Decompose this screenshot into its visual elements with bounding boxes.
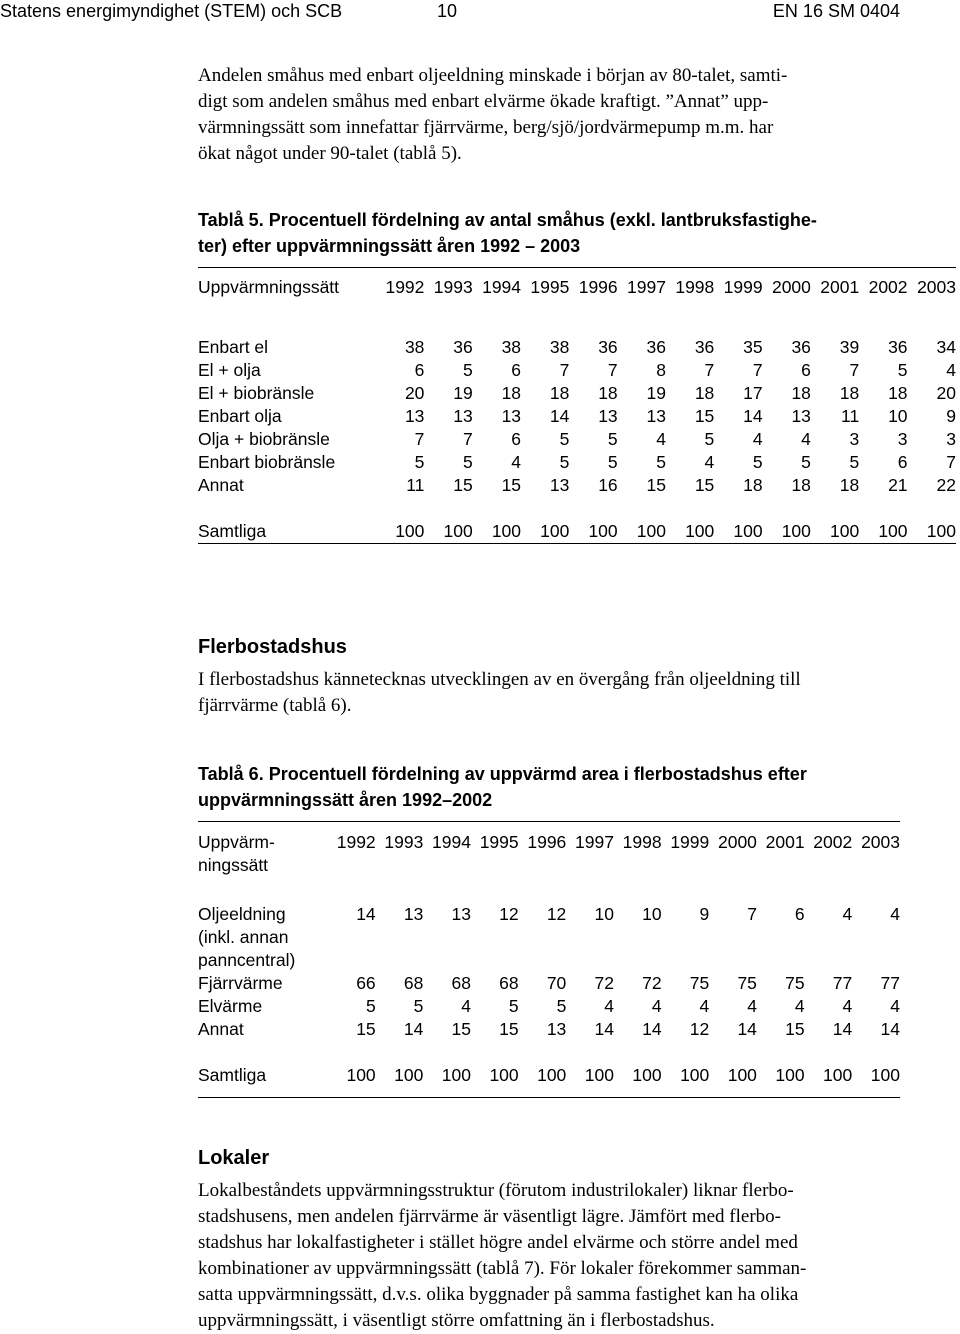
paragraph-line: Lokalbeståndets uppvärmningsstruktur (förutom industrilokaler) liknar flerbo- — [198, 1180, 794, 1201]
table-cell: 35 — [743, 337, 763, 357]
row-label: Samtliga — [198, 521, 267, 541]
table-cell: 66 — [356, 973, 376, 993]
table-cell: 5 — [556, 996, 567, 1016]
header-publisher: Statens energimyndighet (STEM) och SCB — [0, 1, 343, 21]
year-header: 2003 — [917, 277, 956, 297]
table-cell: 75 — [737, 973, 757, 993]
table-cell: 5 — [801, 452, 811, 472]
table-cell: 36 — [646, 337, 666, 357]
table-cell: 13 — [549, 475, 570, 495]
table-cell: 100 — [926, 521, 956, 541]
table6-caption — [198, 761, 807, 813]
table-cell: 18 — [791, 475, 811, 495]
table-cell: 14 — [880, 1019, 900, 1039]
table-cell: 7 — [607, 360, 618, 380]
year-header: 1999 — [670, 832, 710, 852]
row-label — [198, 972, 328, 995]
table-cell: 4 — [842, 904, 853, 924]
table-row — [198, 475, 956, 498]
table-cell: 100 — [588, 521, 618, 541]
table-cell: 7 — [414, 429, 425, 449]
year-header: 1992 — [336, 832, 376, 852]
row-label: Olja + biobränsle — [198, 429, 330, 449]
table-cell: 14 — [832, 1019, 853, 1039]
paragraph-line: stadshusens, men andelen fjärrvärme är väsentligt lägre. Jämfört med flerbo- — [198, 1206, 781, 1227]
table-cell: 14 — [549, 406, 570, 426]
table-cell: 15 — [646, 475, 666, 495]
table-cell: 14 — [594, 1019, 614, 1039]
table-cell: 18 — [598, 383, 618, 403]
table-cell: 15 — [694, 406, 715, 426]
table-cell: 4 — [656, 429, 666, 449]
table-cell: 17 — [743, 383, 763, 403]
year-header: 1998 — [622, 832, 662, 852]
table-cell: 5 — [413, 996, 424, 1016]
paragraph-line: I flerbostadshus kännetecknas utvecklingen av en övergång från oljeeldning till — [198, 669, 801, 690]
year-header: 1995 — [530, 277, 570, 297]
table-cell: 6 — [511, 360, 522, 380]
paragraph-line: satta uppvärmningssätt, d.v.s. olika byggnader på samma fastighet kan ha olika — [198, 1284, 799, 1305]
table-cell: 14 — [642, 1019, 662, 1039]
table-cell: 36 — [888, 337, 908, 357]
row-label — [198, 903, 328, 972]
total-row — [198, 521, 956, 544]
table6-top-rule — [198, 821, 900, 822]
table-cell: 5 — [849, 452, 860, 472]
year-header: 1994 — [482, 277, 522, 297]
table-cell: 34 — [936, 337, 956, 357]
row-label-line: Oljeeldning — [198, 904, 286, 924]
table-cell: 72 — [642, 973, 662, 993]
table-cell: 7 — [752, 360, 763, 380]
table-cell: 100 — [727, 1065, 757, 1085]
table-cell: 13 — [598, 406, 618, 426]
table-cell: 4 — [946, 360, 956, 380]
table-row — [198, 337, 956, 360]
table-cell: 100 — [823, 1065, 853, 1085]
table-cell: 4 — [461, 996, 471, 1016]
caption-line: uppvärmningssätt åren 1992–2002 — [198, 790, 493, 810]
year-header: 2003 — [861, 832, 900, 852]
table-row — [198, 903, 900, 972]
table-cell: 18 — [743, 475, 763, 495]
table-cell: 18 — [549, 383, 570, 403]
table-cell: 100 — [685, 521, 715, 541]
row-label-line: Annat — [198, 1019, 244, 1039]
table-cell: 12 — [546, 904, 567, 924]
table-row — [198, 995, 900, 1018]
header-series-code: EN 16 SM 0404 — [772, 1, 900, 21]
year-header: 1997 — [627, 277, 666, 297]
table-cell: 72 — [594, 973, 614, 993]
table-cell: 5 — [607, 429, 618, 449]
table-cell: 7 — [704, 360, 715, 380]
table-cell: 13 — [646, 406, 666, 426]
table-cell: 13 — [501, 406, 522, 426]
table-cell: 7 — [559, 360, 570, 380]
table-cell: 14 — [737, 1019, 757, 1039]
paragraph-line: uppvärmningssätt, i väsentligt större omfattning än i flerbostadshus. — [198, 1310, 715, 1331]
table-header-row — [198, 831, 900, 877]
column-header-line: Uppvärm- — [198, 832, 275, 852]
table-cell: 100 — [537, 1065, 567, 1085]
table-cell: 8 — [656, 360, 666, 380]
table-cell: 4 — [699, 996, 710, 1016]
table-cell: 22 — [936, 475, 956, 495]
table-cell: 100 — [680, 1065, 710, 1085]
table-cell: 21 — [888, 475, 908, 495]
table-cell: 5 — [656, 452, 666, 472]
table-cell: 38 — [549, 337, 570, 357]
table-cell: 4 — [704, 452, 715, 472]
paragraph-line: ökat något under 90-talet (tablå 5). — [198, 143, 462, 164]
row-label-line: Elvärme — [198, 996, 263, 1016]
table-row — [198, 972, 900, 995]
table-cell: 4 — [511, 452, 522, 472]
year-header: 1995 — [479, 832, 519, 852]
table-cell: 15 — [499, 1019, 519, 1039]
row-label: Enbart el — [198, 337, 269, 357]
table-cell: 18 — [694, 383, 715, 403]
row-label: El + biobränsle — [198, 383, 315, 403]
table-cell: 100 — [636, 521, 666, 541]
table-cell: 5 — [559, 429, 570, 449]
table-cell: 100 — [443, 521, 473, 541]
table-cell: 100 — [394, 1065, 424, 1085]
table5 — [198, 277, 956, 544]
table-cell: 4 — [752, 429, 763, 449]
table-cell: 68 — [451, 973, 471, 993]
table-cell: 20 — [404, 383, 425, 403]
table-cell: 7 — [946, 452, 956, 472]
year-header: 2001 — [820, 277, 860, 297]
table-cell: 4 — [604, 996, 614, 1016]
row-label-line: panncentral) — [198, 950, 296, 970]
paragraph-line: fjärrvärme (tablå 6). — [198, 695, 352, 716]
section-heading-lokaler: Lokaler — [198, 1147, 270, 1169]
table-row — [198, 360, 956, 383]
page-number: 10 — [437, 1, 458, 21]
table-cell: 77 — [880, 973, 900, 993]
year-header: 2000 — [717, 832, 757, 852]
table-cell: 70 — [546, 973, 567, 993]
table-cell: 19 — [646, 383, 666, 403]
table-cell: 5 — [752, 452, 763, 472]
table-cell: 13 — [404, 406, 425, 426]
table-row — [198, 429, 956, 452]
year-header: 1996 — [527, 832, 567, 852]
table-cell: 3 — [849, 429, 860, 449]
year-header: 1999 — [723, 277, 763, 297]
table-header-row — [198, 277, 956, 300]
table-cell: 68 — [499, 973, 519, 993]
table-cell: 6 — [801, 360, 811, 380]
table-cell: 7 — [849, 360, 860, 380]
table-cell: 15 — [451, 1019, 471, 1039]
table-cell: 36 — [791, 337, 811, 357]
row-label — [198, 995, 328, 1018]
table-row — [198, 383, 956, 406]
table-cell: 68 — [403, 973, 424, 993]
row-label: Enbart biobränsle — [198, 452, 336, 472]
column-header — [198, 831, 328, 877]
table-cell: 12 — [499, 904, 519, 924]
table-cell: 4 — [890, 904, 900, 924]
table-cell: 100 — [870, 1065, 900, 1085]
table-cell: 15 — [453, 475, 473, 495]
year-header: 1994 — [432, 832, 471, 852]
table-cell: 4 — [801, 429, 811, 449]
year-header: 1996 — [578, 277, 618, 297]
table-cell: 5 — [508, 996, 519, 1016]
row-label: Annat — [198, 475, 244, 495]
flerbostadshus-paragraph — [198, 667, 801, 719]
table-cell: 7 — [747, 904, 757, 924]
table-cell: 5 — [462, 452, 473, 472]
row-label: Enbart olja — [198, 406, 282, 426]
paragraph-line: stadshus har lokalfastigheter i stället högre andel elvärme och större andel med — [198, 1232, 798, 1253]
table-cell: 100 — [733, 521, 763, 541]
table-cell: 6 — [511, 429, 522, 449]
row-label-line: Fjärrvärme — [198, 973, 283, 993]
table-cell: 5 — [365, 996, 376, 1016]
table-cell: 9 — [946, 406, 956, 426]
table-cell: 14 — [743, 406, 763, 426]
lokaler-paragraph — [198, 1178, 806, 1334]
table-cell: 4 — [747, 996, 757, 1016]
table-cell: 10 — [888, 406, 908, 426]
table-cell: 39 — [839, 337, 860, 357]
table-cell: 6 — [794, 904, 805, 924]
table-cell: 6 — [414, 360, 425, 380]
table-cell: 100 — [584, 1065, 614, 1085]
table-cell: 38 — [404, 337, 425, 357]
paragraph-line: digt som andelen småhus med enbart elvärme ökade kraftigt. ”Annat” upp- — [198, 91, 769, 112]
table-cell: 36 — [598, 337, 618, 357]
table-row — [198, 1018, 900, 1041]
year-header: 2002 — [868, 277, 908, 297]
table-cell: 10 — [594, 904, 614, 924]
year-header: 2002 — [813, 832, 853, 852]
table-cell: 100 — [781, 521, 811, 541]
table-cell: 15 — [501, 475, 522, 495]
table-cell: 4 — [890, 996, 900, 1016]
table-cell: 13 — [451, 904, 471, 924]
table-cell: 10 — [642, 904, 662, 924]
table-cell: 36 — [453, 337, 473, 357]
table-cell: 19 — [453, 383, 473, 403]
caption-line: Tablå 6. Procentuell fördelning av uppvärmd area i flerbostadshus efter — [198, 764, 807, 784]
table-cell: 100 — [491, 521, 522, 541]
table-cell: 100 — [878, 521, 908, 541]
table-cell: 100 — [775, 1065, 805, 1085]
table-cell: 100 — [540, 521, 570, 541]
table-cell: 5 — [607, 452, 618, 472]
table-cell: 7 — [462, 429, 473, 449]
table-cell: 15 — [356, 1019, 376, 1039]
table-cell: 18 — [839, 383, 860, 403]
row-label-line: (inkl. annan — [198, 927, 289, 947]
table-cell: 15 — [694, 475, 715, 495]
section-heading-flerbostadshus: Flerbostadshus — [198, 636, 347, 658]
table-cell: 75 — [785, 973, 805, 993]
table5-caption — [198, 207, 817, 259]
caption-line: ter) efter uppvärmningssätt åren 1992 – 2003 — [198, 236, 581, 256]
table-cell: 11 — [841, 406, 860, 426]
table-cell: 5 — [704, 429, 715, 449]
table-cell: 3 — [946, 429, 956, 449]
year-header: 1993 — [433, 277, 473, 297]
year-header: 2001 — [765, 832, 805, 852]
table-cell: 13 — [546, 1019, 567, 1039]
table-cell: 100 — [632, 1065, 662, 1085]
year-header: 1998 — [675, 277, 715, 297]
table-cell: 18 — [501, 383, 522, 403]
table-row — [198, 406, 956, 429]
table6 — [198, 831, 900, 1087]
table-cell: 100 — [395, 521, 425, 541]
table-cell: 13 — [403, 904, 424, 924]
table-cell: 4 — [651, 996, 662, 1016]
table-cell: 14 — [356, 904, 376, 924]
table-cell: 20 — [936, 383, 956, 403]
table-cell: 100 — [489, 1065, 519, 1085]
table-cell: 6 — [897, 452, 908, 472]
row-label: Samtliga — [198, 1065, 267, 1085]
table-cell: 12 — [689, 1019, 710, 1039]
table-cell: 16 — [598, 475, 618, 495]
table-cell: 13 — [453, 406, 473, 426]
paragraph-line: kombinationer av uppvärmningssätt (tablå 7). För lokaler förekommer samman- — [198, 1258, 807, 1279]
caption-line: Tablå 5. Procentuell fördelning av antal småhus (exkl. lantbruksfastighe- — [198, 210, 817, 230]
table-cell: 100 — [346, 1065, 376, 1085]
table-cell: 13 — [791, 406, 811, 426]
table-cell: 15 — [785, 1019, 805, 1039]
intro-paragraph — [198, 63, 787, 167]
table5-top-rule — [198, 267, 956, 268]
paragraph-line: värmningssätt som innefattar fjärrvärme, berg/sjö/jordvärmepump m.m. har — [198, 117, 774, 138]
column-header-line: ningssätt — [198, 855, 269, 875]
table-cell: 75 — [689, 973, 710, 993]
total-row — [198, 1064, 900, 1087]
year-header: 1993 — [384, 832, 424, 852]
table-cell: 3 — [897, 429, 908, 449]
table-cell: 77 — [832, 973, 853, 993]
table-cell: 38 — [501, 337, 522, 357]
year-header: 1992 — [385, 277, 425, 297]
paragraph-line: Andelen småhus med enbart oljeeldning minskade i början av 80-talet, samti- — [198, 65, 788, 86]
year-header: 1997 — [575, 832, 614, 852]
table-cell: 18 — [839, 475, 860, 495]
row-label: El + olja — [198, 360, 261, 380]
table-cell: 5 — [897, 360, 908, 380]
table-row — [198, 452, 956, 475]
year-header: 2000 — [771, 277, 811, 297]
table-cell: 18 — [888, 383, 908, 403]
table-cell: 5 — [462, 360, 473, 380]
table-cell: 36 — [694, 337, 715, 357]
table-cell: 5 — [414, 452, 425, 472]
table-cell: 4 — [794, 996, 805, 1016]
table-cell: 100 — [441, 1065, 471, 1085]
table-cell: 18 — [791, 383, 811, 403]
table5-bottom-rule — [198, 543, 956, 544]
table6-bottom-rule — [198, 1097, 900, 1098]
table-cell: 9 — [699, 904, 710, 924]
table-cell: 5 — [559, 452, 570, 472]
table-cell: 14 — [403, 1019, 424, 1039]
column-header: Uppvärmningssätt — [198, 277, 340, 297]
row-label — [198, 1018, 328, 1041]
table-cell: 100 — [830, 521, 860, 541]
table-cell: 11 — [406, 475, 425, 495]
table-cell: 4 — [842, 996, 853, 1016]
